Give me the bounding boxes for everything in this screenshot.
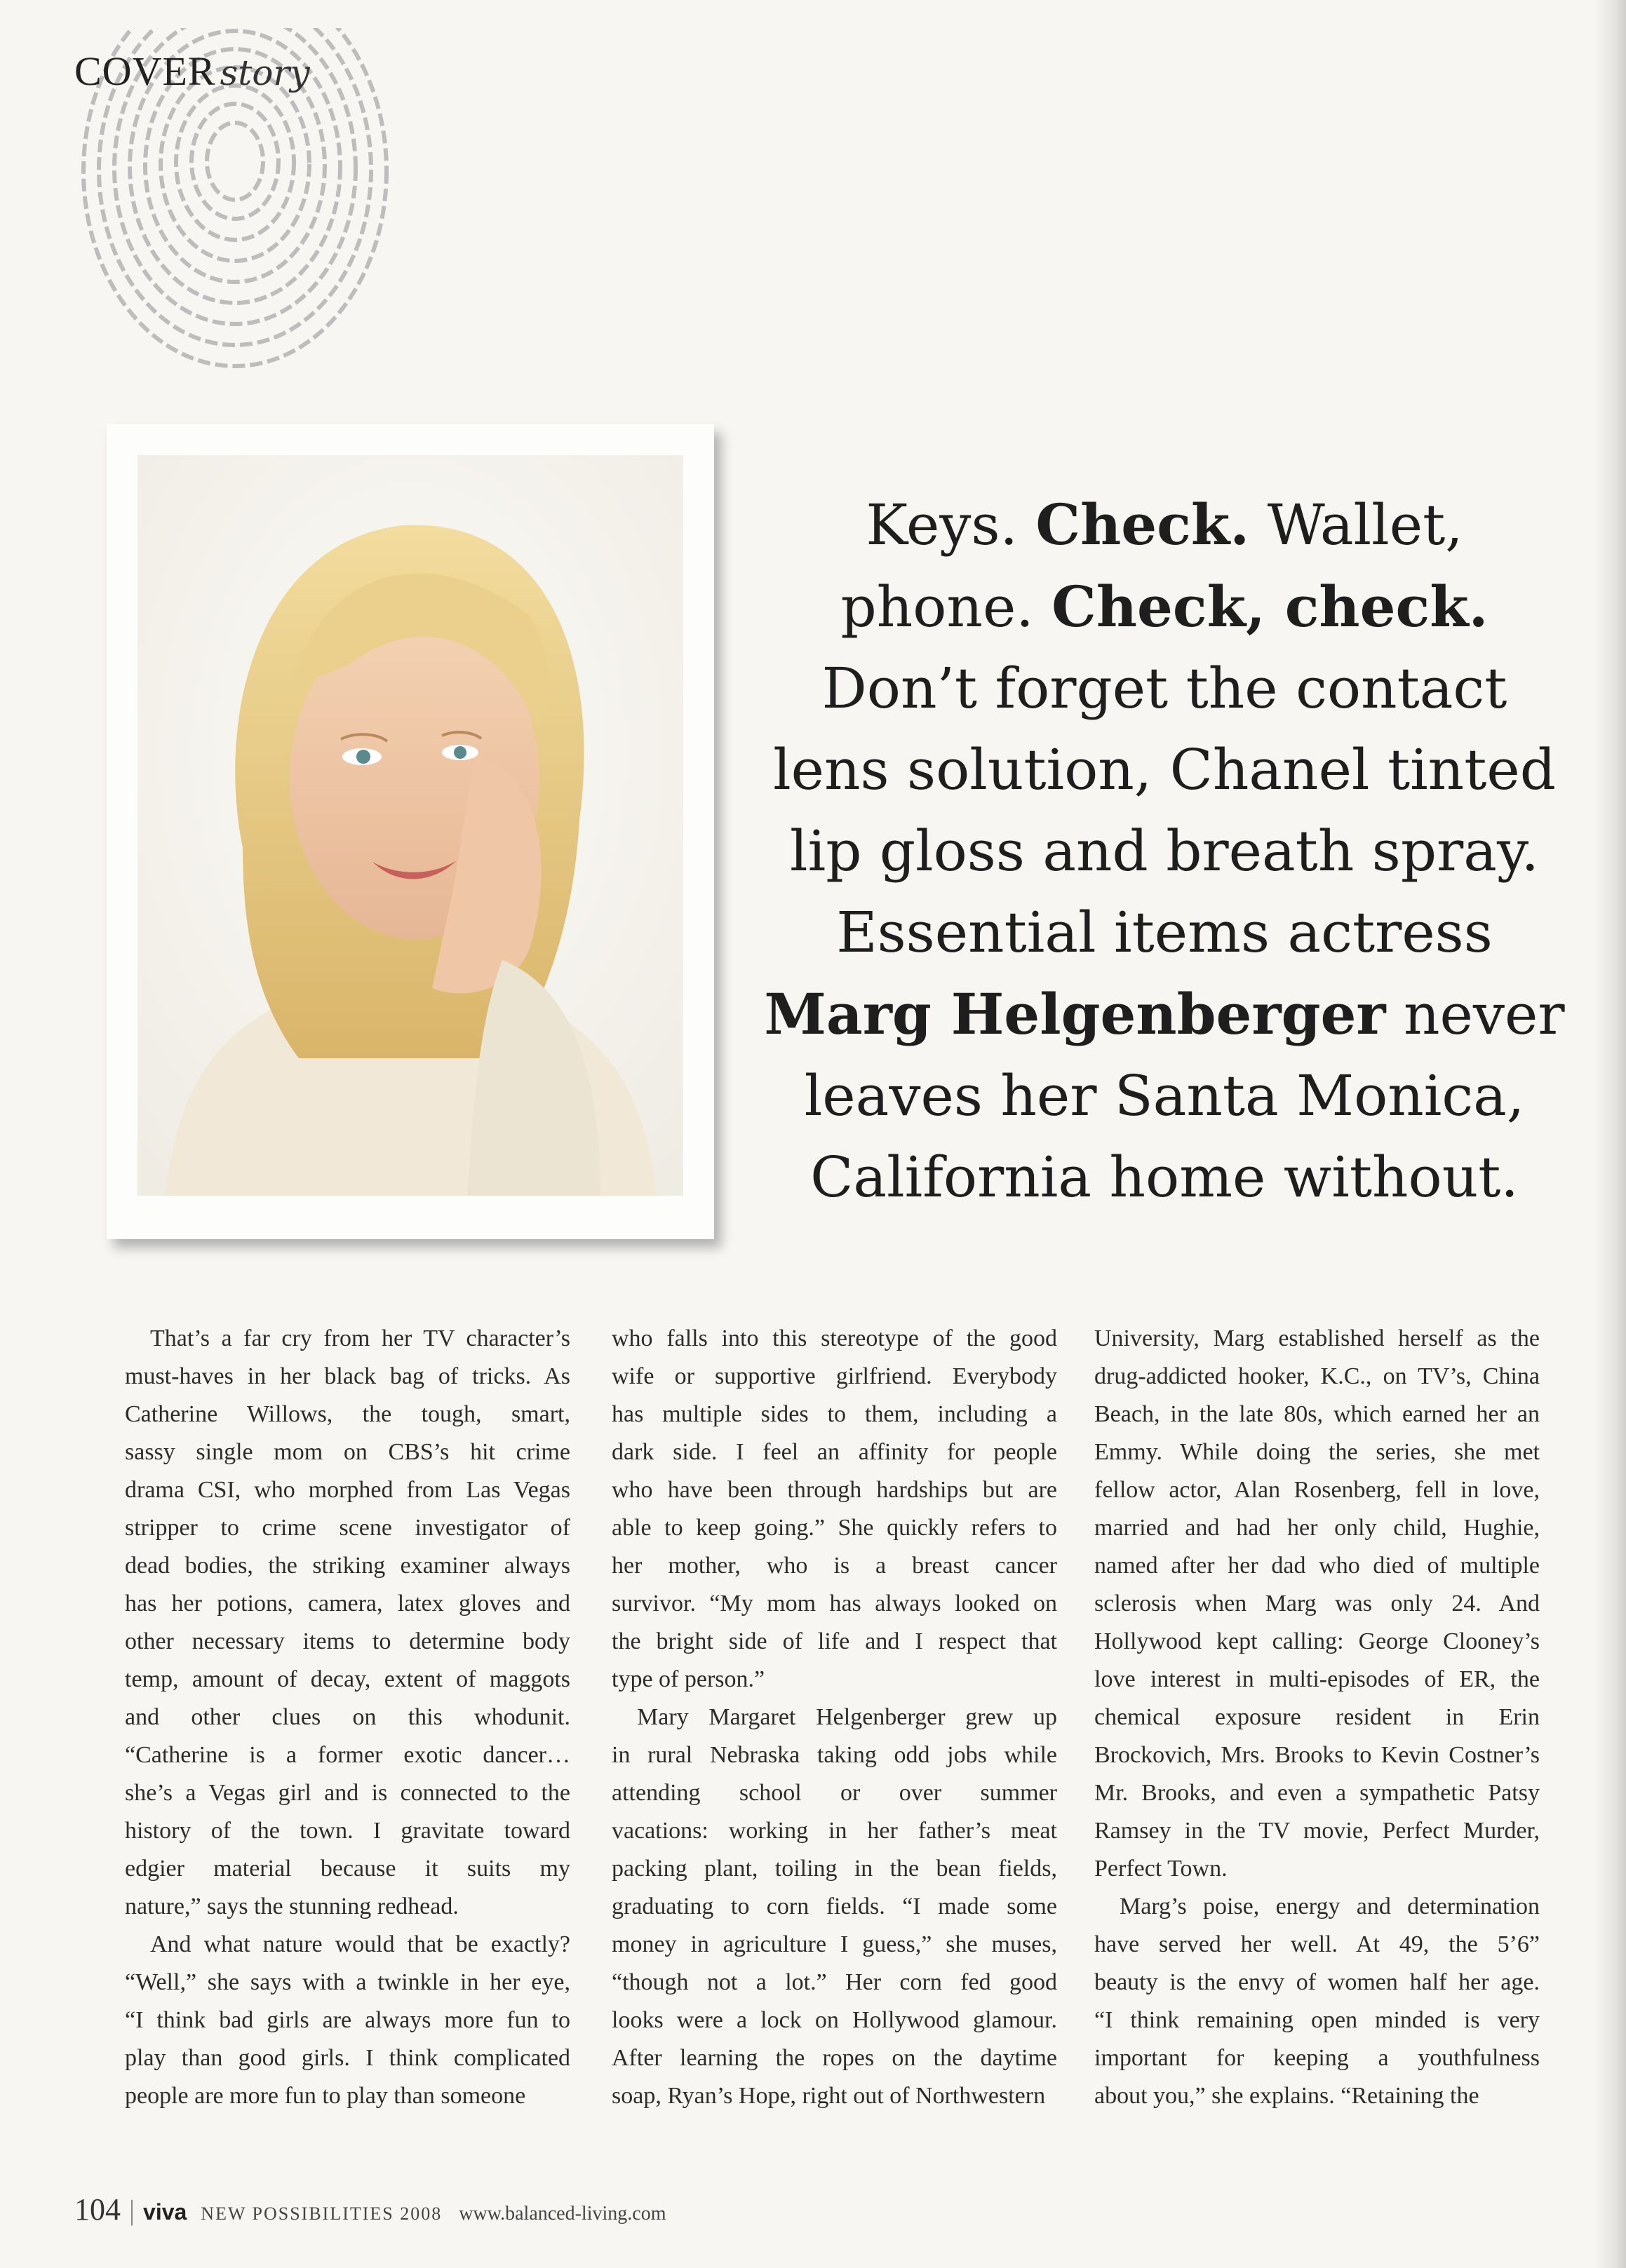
article-line: Perfect Town. [1094,1856,1228,1882]
article-line: sassy single mom on CBS’s hit crime [125,1439,570,1465]
article-line: Catherine Willows, the tough, smart, [125,1401,570,1427]
page-number: 104 [74,2192,121,2227]
article-line: vacations: working in her father’s meat [612,1818,1057,1844]
pull-quote-text: California home without. [810,1145,1519,1210]
article-line: history of the town. I gravitate toward [125,1818,570,1844]
pull-quote-emphasis: Check, check. [1051,574,1489,640]
article-line: soap, Ryan’s Hope, right out of Northwestern [612,2083,1046,2109]
article-line: Emmy. While doing the series, she met [1094,1439,1540,1465]
issue-label: NEW POSSIBILITIES 2008 [201,2203,443,2224]
article-line: love interest in multi-episodes of ER, the [1094,1666,1540,1692]
article-column-2 [612,1320,1057,2115]
article-line: drama CSI, who morphed from Las Vegas [125,1477,570,1503]
article-line: Ramsey in the TV movie, Perfect Murder, [1094,1818,1540,1844]
article-line: important for keeping a youthfulness [1094,2045,1540,2071]
pull-quote-line [730,811,1599,892]
article-line: able to keep going.” She quickly refers to [612,1515,1057,1541]
article-line: Mr. Brooks, and even a sympathetic Patsy [1094,1780,1540,1806]
portrait-photo-frame [107,424,714,1239]
article-line: And what nature would that be exactly? [150,1931,570,1957]
article-line: packing plant, toiling in the bean fields, [612,1856,1057,1882]
article-line: play than good girls. I think complicated [125,2045,570,2071]
article-line: has her potions, camera, latex gloves and [125,1591,570,1616]
article-line: Hollywood kept calling: George Clooney’s [1094,1628,1540,1654]
article-line: Brockovich, Mrs. Brooks to Kevin Costner’s [1094,1742,1540,1768]
website-url: www.balanced-living.com [459,2203,666,2225]
article-line: Marg’s poise, energy and determination [1120,1894,1540,1919]
pull-quote-text: Keys. [866,492,1036,558]
article-line: graduating to corn fields. “I made some [612,1894,1057,1919]
article-line: must-haves in her black bag of tricks. As [125,1363,570,1389]
article-line: people are more fun to play than someone [125,2083,526,2109]
article-line: survivor. “My mom has always looked on [612,1591,1057,1616]
article-line: Beach, in the late 80s, which earned her an [1094,1401,1540,1427]
article-line: married and had her only child, Hughie, [1094,1515,1540,1541]
article-line: who have been through hardships but are [612,1477,1057,1503]
article-line: the bright side of life and I respect that [612,1628,1057,1654]
article-line: attending school or over summer [612,1780,1057,1806]
article-line: After learning the ropes on the daytime [612,2045,1057,2071]
portrait-photo [137,455,683,1196]
article-line: sclerosis when Marg was only 24. And [1094,1591,1540,1616]
pull-quote-text: lens solution, Chanel tinted [773,737,1556,802]
article-line: dark side. I feel an affinity for people [612,1439,1057,1465]
article-line: stripper to crime scene investigator of [125,1515,570,1541]
pull-quote-text: lip gloss and breath spray. [790,818,1539,884]
article-line: “I think bad girls are always more fun to [125,2007,570,2033]
pull-quote-text: never [1385,982,1565,1047]
pull-quote-line [730,648,1599,729]
pull-quote-text: leaves her Santa Monica, [804,1063,1525,1128]
pull-quote-line [730,484,1599,566]
article-line: about you,” she explains. “Retaining the [1094,2083,1479,2109]
page-footer [74,2192,666,2227]
article-line: type of person.” [612,1666,765,1692]
footer-separator: | [129,2194,135,2226]
article-line: Mary Margaret Helgenberger grew up [637,1704,1057,1730]
article-line: beauty is the envy of women half her age. [1094,1969,1540,1995]
pull-quote-emphasis: Marg Helgenberger [764,981,1386,1047]
pull-quote-line [730,566,1599,648]
article-line: other necessary items to determine body [125,1628,570,1654]
pull-quote-emphasis: Check. [1035,492,1250,558]
article-line: she’s a Vegas girl and is connected to the [125,1780,570,1806]
article-line: chemical exposure resident in Erin [1094,1704,1540,1730]
article-line: temp, amount of decay, extent of maggots [125,1666,570,1692]
pull-quote-text: Wallet, [1249,492,1463,558]
section-header [74,48,310,111]
article-line: her mother, who is a breast cancer [612,1553,1057,1579]
pull-quote-text: Essential items actress [836,900,1493,965]
article-line: named after her dad who died of multiple [1094,1553,1540,1579]
pull-quote-line [730,1137,1599,1218]
article-line: “Catherine is a former exotic dancer… [125,1742,570,1768]
article-column-3 [1094,1320,1540,2115]
article-line: edgier material because it suits my [125,1856,570,1882]
pull-quote-line [730,729,1599,811]
article-line: who falls into this stereotype of the good [612,1325,1057,1351]
pull-quote-line [730,892,1599,973]
article-body [0,1320,1626,2119]
pull-quote-line [730,1055,1599,1137]
pull-quote-text: Don’t forget the contact [821,656,1507,721]
article-line: and other clues on this whodunit. [125,1704,570,1730]
article-line: “Well,” she says with a twinkle in her eye, [125,1969,570,1995]
article-line: in rural Nebraska taking odd jobs while [612,1742,1057,1768]
article-line: University, Marg established herself as the [1094,1325,1540,1351]
section-script-word: story [220,53,310,93]
article-line: wife or supportive girlfriend. Everybody [612,1363,1057,1389]
section-title: COVER [74,48,216,94]
article-line: dead bodies, the striking examiner always [125,1553,570,1579]
article-line: That’s a far cry from her TV character’s [150,1325,570,1351]
article-line: drug-addicted hooker, K.C., on TV’s, China [1094,1363,1540,1389]
article-line: “I think remaining open minded is very [1094,2007,1540,2033]
article-line: have served her well. At 49, the 5’6” [1094,1931,1540,1957]
article-line: fellow actor, Alan Rosenberg, fell in love, [1094,1477,1540,1503]
article-column-1 [125,1320,570,2115]
pull-quote-line [730,973,1599,1055]
article-line: “though not a lot.” Her corn fed good [612,1969,1057,1995]
article-line: looks were a lock on Hollywood glamour. [612,2007,1057,2033]
pull-quote [730,484,1599,1218]
article-line: money in agriculture I guess,” she muses, [612,1931,1057,1957]
pull-quote-text: phone. [840,574,1052,640]
article-line: nature,” says the stunning redhead. [125,1894,459,1919]
magazine-name: viva [143,2199,187,2225]
article-line: has multiple sides to them, including a [612,1401,1057,1427]
